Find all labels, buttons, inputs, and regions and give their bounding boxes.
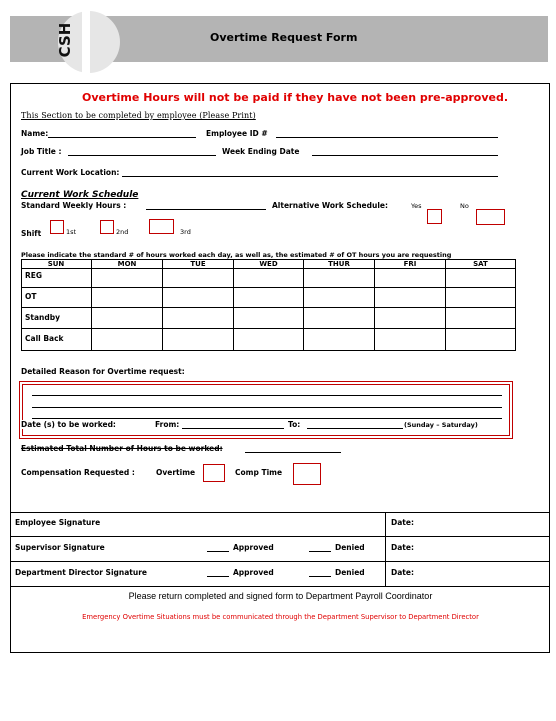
comp-time-label: Comp Time bbox=[235, 468, 283, 477]
compensation-label: Compensation Requested : bbox=[21, 468, 135, 477]
from-label: From: bbox=[155, 420, 180, 429]
col-divider bbox=[162, 259, 163, 351]
emergency-note: Emergency Overtime Situations must be communicated through the Department Supervisor to Department Director bbox=[82, 613, 479, 621]
director-denied-label: Denied bbox=[335, 568, 365, 577]
row-divider bbox=[21, 328, 516, 329]
col-header-fri: FRI bbox=[403, 260, 417, 268]
director-approved-field[interactable] bbox=[207, 576, 229, 577]
supervisor-approved-label: Approved bbox=[233, 543, 274, 552]
alt-schedule-yes-checkbox[interactable] bbox=[427, 209, 442, 224]
logo-stripe bbox=[82, 11, 90, 73]
shift-1st-checkbox[interactable] bbox=[50, 220, 64, 234]
col-divider bbox=[374, 259, 375, 351]
supervisor-denied-field[interactable] bbox=[309, 551, 331, 552]
reason-label: Detailed Reason for Overtime request: bbox=[21, 367, 185, 376]
shift-3rd-checkbox[interactable] bbox=[149, 219, 174, 234]
col-header-mon: MON bbox=[117, 260, 137, 268]
week-ending-label: Week Ending Date bbox=[222, 147, 300, 156]
job-title-label: Job Title : bbox=[21, 147, 62, 156]
alt-schedule-label: Alternative Work Schedule: bbox=[272, 201, 388, 210]
employee-id-field[interactable] bbox=[276, 137, 498, 138]
col-divider bbox=[445, 259, 446, 351]
page-title: Overtime Request Form bbox=[210, 31, 358, 44]
to-date-field[interactable] bbox=[307, 428, 403, 429]
schedule-heading: Current Work Schedule bbox=[21, 190, 139, 200]
employee-section-heading: This Section to be completed by employee (Please Print) bbox=[21, 111, 256, 120]
sig-row-divider bbox=[11, 561, 550, 562]
shift-2nd-checkbox[interactable] bbox=[100, 220, 114, 234]
name-label: Name: bbox=[21, 129, 49, 138]
no-label: No bbox=[460, 202, 469, 210]
work-location-field[interactable] bbox=[122, 176, 498, 177]
director-denied-field[interactable] bbox=[309, 576, 331, 577]
row-divider bbox=[21, 307, 516, 308]
col-divider bbox=[233, 259, 234, 351]
reason-box[interactable] bbox=[19, 381, 513, 439]
week-range-note: (Sunday – Saturday) bbox=[404, 421, 478, 429]
reason-line-2[interactable] bbox=[32, 407, 502, 408]
row-divider bbox=[21, 287, 516, 288]
job-title-field[interactable] bbox=[68, 155, 216, 156]
hours-table-border-right bbox=[515, 259, 516, 351]
estimated-hours-field[interactable] bbox=[245, 452, 341, 453]
standard-hours-field[interactable] bbox=[146, 209, 266, 210]
reason-line-3[interactable] bbox=[32, 418, 502, 419]
supervisor-denied-label: Denied bbox=[335, 543, 365, 552]
estimated-hours-label: Estimated Total Number of Hours to be worked: bbox=[21, 444, 223, 453]
sig-row-divider bbox=[11, 586, 550, 587]
from-date-field[interactable] bbox=[182, 428, 284, 429]
week-ending-field[interactable] bbox=[312, 155, 498, 156]
row-label-standby: Standby bbox=[25, 313, 61, 322]
sig-date-divider bbox=[385, 512, 386, 587]
shift-2nd-label: 2nd bbox=[116, 228, 129, 236]
hours-table-border-bottom bbox=[21, 350, 516, 351]
director-signature-label: Department Director Signature bbox=[15, 568, 147, 577]
signature-table bbox=[11, 512, 550, 653]
dates-label: Date (s) to be worked: bbox=[21, 420, 116, 429]
alt-schedule-no-checkbox[interactable] bbox=[476, 209, 505, 225]
col-header-wed: WED bbox=[259, 260, 278, 268]
standard-hours-label: Standard Weekly Hours : bbox=[21, 201, 127, 210]
supervisor-date-label: Date: bbox=[391, 543, 414, 552]
reason-line-1[interactable] bbox=[32, 395, 502, 396]
hours-instruction: Please indicate the standard # of hours worked each day, as well as, the estimated # of OT hours you are requesting bbox=[21, 251, 452, 259]
shift-label: Shift bbox=[21, 229, 42, 238]
col-header-tue: TUE bbox=[190, 260, 206, 268]
shift-3rd-label: 3rd bbox=[180, 228, 191, 236]
hours-table-border-left bbox=[21, 259, 22, 351]
employee-id-label: Employee ID # bbox=[206, 129, 268, 138]
shift-1st-label: 1st bbox=[66, 228, 77, 236]
sig-border-top bbox=[11, 512, 550, 513]
col-header-sat: SAT bbox=[473, 260, 488, 268]
employee-date-label: Date: bbox=[391, 518, 414, 527]
row-label-ot: OT bbox=[25, 292, 37, 301]
employee-signature-label: Employee Signature bbox=[15, 518, 101, 527]
director-date-label: Date: bbox=[391, 568, 414, 577]
row-label-reg: REG bbox=[25, 271, 43, 280]
logo-text: CSH bbox=[56, 22, 74, 58]
comp-time-checkbox[interactable] bbox=[293, 463, 321, 485]
supervisor-signature-label: Supervisor Signature bbox=[15, 543, 105, 552]
to-label: To: bbox=[288, 420, 301, 429]
director-approved-label: Approved bbox=[233, 568, 274, 577]
col-header-sun: SUN bbox=[47, 260, 65, 268]
col-header-thur: THUR bbox=[328, 260, 350, 268]
return-note: Please return completed and signed form to Department Payroll Coordinator bbox=[128, 591, 433, 601]
sig-row-divider bbox=[11, 536, 550, 537]
hours-table bbox=[21, 259, 516, 351]
overtime-checkbox[interactable] bbox=[203, 464, 225, 482]
pre-approval-warning: Overtime Hours will not be paid if they have not been pre-approved. bbox=[82, 91, 509, 104]
col-divider bbox=[91, 259, 92, 351]
overtime-label: Overtime bbox=[156, 468, 196, 477]
col-divider bbox=[303, 259, 304, 351]
work-location-label: Current Work Location: bbox=[21, 168, 120, 177]
name-field[interactable] bbox=[48, 137, 196, 138]
yes-label: Yes bbox=[411, 202, 422, 210]
row-divider bbox=[21, 268, 516, 269]
supervisor-approved-field[interactable] bbox=[207, 551, 229, 552]
row-label-call-back: Call Back bbox=[25, 334, 64, 343]
